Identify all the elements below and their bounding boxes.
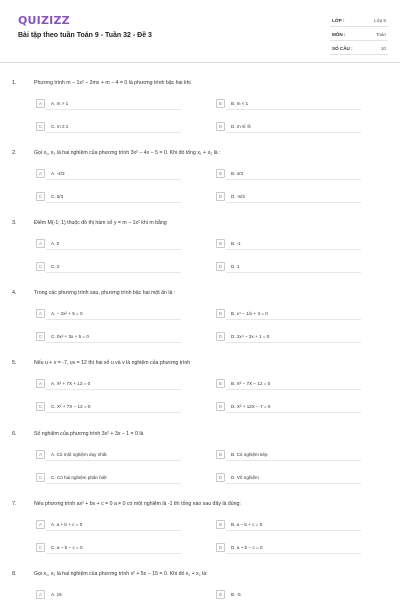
option-letter-box: D (216, 192, 225, 201)
option-text: C. 2 (51, 263, 60, 269)
option-text: B. x⁴ − 1/x + 3 = 0 (231, 310, 268, 316)
option-c[interactable] (36, 332, 181, 342)
question-number: 1. (12, 80, 17, 86)
option-a[interactable] (36, 99, 181, 109)
option-letter-box: B (216, 99, 225, 108)
option-d[interactable] (216, 262, 361, 272)
option-text: A. 0 (51, 240, 60, 246)
option-letter-box: B (216, 450, 225, 459)
question-number: 4. (12, 290, 17, 296)
option-text: D. -5/3 (231, 193, 245, 199)
option-c[interactable] (36, 473, 181, 483)
answer-line (226, 342, 361, 343)
question-text: Điểm M(-1; 1) thuộc đồ thị hàm số y = m − 1x² khi m bằng (34, 220, 167, 226)
answer-line (46, 412, 181, 413)
answer-line (46, 553, 181, 554)
option-a[interactable] (36, 590, 181, 600)
option-text: C. 5/3 (51, 193, 64, 199)
option-b[interactable] (216, 590, 361, 600)
question-text: Nếu u + v = -7, uv = 12 thì hai số u và v là nghiệm của phương trình (34, 360, 191, 366)
option-letter-box: A (36, 379, 45, 388)
question-text: Gọi x₁, x₂ là hai nghiệm của phương trình x² + 5x − 15 = 0. Khi đó x₁ + x₂ là: (34, 571, 208, 577)
option-letter-box: C (36, 543, 45, 552)
option-letter-box: B (216, 309, 225, 318)
answer-line (46, 109, 181, 110)
option-text: A. − 2x² + 5 = 0 (51, 310, 83, 316)
option-letter-box: A (36, 590, 45, 599)
option-d[interactable] (216, 192, 361, 202)
option-letter-box: C (36, 332, 45, 341)
answer-line (226, 460, 361, 461)
option-d[interactable] (216, 332, 361, 342)
option-text: A. m > 1 (51, 100, 69, 106)
answer-line (226, 109, 361, 110)
option-text: D. m ∈ ℝ (231, 123, 251, 129)
option-letter-box: D (216, 332, 225, 341)
worksheet-title: Bài tập theo tuần Toán 9 - Tuần 32 - Đề 3 (18, 32, 152, 39)
option-d[interactable] (216, 473, 361, 483)
answer-line (46, 179, 181, 180)
option-a[interactable] (36, 309, 181, 319)
option-text: B. m < 1 (231, 100, 249, 106)
question-number: 8. (12, 571, 17, 577)
option-a[interactable] (36, 520, 181, 530)
option-a[interactable] (36, 450, 181, 460)
question-number: 2. (12, 150, 17, 156)
answer-line (46, 460, 181, 461)
meta-label: MÔN : (332, 32, 346, 37)
meta-row-subject (330, 27, 388, 41)
option-a[interactable] (36, 169, 181, 179)
option-letter-box: D (216, 473, 225, 482)
option-letter-box: D (216, 262, 225, 271)
answer-line (46, 342, 181, 343)
option-text: B. 4/3 (231, 170, 244, 176)
question-text: Phương trình m − 1x² − 2mx + m − 4 = 0 là phương trình bậc hai khi (34, 80, 191, 86)
answer-line (226, 412, 361, 413)
option-b[interactable] (216, 169, 361, 179)
meta-value: 10 (380, 46, 386, 51)
option-c[interactable] (36, 402, 181, 412)
option-b[interactable] (216, 309, 361, 319)
option-b[interactable] (216, 99, 361, 109)
option-text: B. -1 (231, 240, 241, 246)
option-d[interactable] (216, 122, 361, 132)
option-b[interactable] (216, 450, 361, 460)
option-c[interactable] (36, 192, 181, 202)
option-a[interactable] (36, 379, 181, 389)
question-text: Số nghiệm của phương trình 3x² + 3x − 1 = 0 là (34, 431, 144, 437)
option-letter-box: A (36, 520, 45, 529)
option-text: A. a + b + c = 0 (51, 521, 83, 527)
answer-line (226, 179, 361, 180)
option-letter-box: D (216, 543, 225, 552)
answer-line (226, 272, 361, 273)
option-text: A. Có một nghiệm duy nhất (51, 451, 107, 457)
option-letter-box: B (216, 590, 225, 599)
answer-line (46, 202, 181, 203)
option-letter-box: A (36, 169, 45, 178)
answer-line (226, 483, 361, 484)
option-b[interactable] (216, 520, 361, 530)
option-a[interactable] (36, 239, 181, 249)
option-text: A. -4/3 (51, 170, 65, 176)
option-letter-box: A (36, 450, 45, 459)
answer-line (226, 553, 361, 554)
option-b[interactable] (216, 379, 361, 389)
worksheet-header (0, 0, 400, 60)
option-text: C. 0x² + 3x + 5 = 0 (51, 333, 89, 339)
option-text: C. a − b − c = 0 (51, 544, 83, 550)
answer-line (46, 389, 181, 390)
question-number: 6. (12, 431, 17, 437)
option-letter-box: B (216, 239, 225, 248)
option-letter-box: A (36, 309, 45, 318)
answer-line (226, 389, 361, 390)
question-text: Nếu phương trình ax² + bx + c = 0 a ≠ 0 có một nghiệm là -1 thì tổng nào sau đây là đúng: (34, 501, 241, 507)
option-letter-box: D (216, 402, 225, 411)
option-text: B. a − b + c = 0 (231, 521, 263, 527)
option-c[interactable] (36, 122, 181, 132)
answer-line (226, 249, 361, 250)
option-d[interactable] (216, 402, 361, 412)
option-b[interactable] (216, 239, 361, 249)
option-text: B. -5 (231, 591, 241, 597)
worksheet-meta-table (330, 13, 388, 55)
answer-line (46, 530, 181, 531)
answer-line (46, 132, 181, 133)
option-letter-box: B (216, 169, 225, 178)
option-letter-box: C (36, 192, 45, 201)
option-letter-box: B (216, 379, 225, 388)
option-text: C. X² + 7X − 12 = 0 (51, 403, 91, 409)
option-text: A. 15 (51, 591, 62, 597)
option-letter-box: D (216, 122, 225, 131)
quizizz-logo: QUIZIZZ (18, 14, 70, 27)
option-text: C. m ≠ 1 (51, 123, 69, 129)
option-letter-box: B (216, 520, 225, 529)
option-text: D. 2x⁴ − 3x + 1 = 0 (231, 333, 270, 339)
question-number: 3. (12, 220, 17, 226)
option-letter-box: A (36, 239, 45, 248)
option-letter-box: A (36, 99, 45, 108)
meta-row-class (330, 13, 388, 27)
question-text: Gọi x₁, x₂ là hai nghiệm của phương trình 3x² − 4x − 5 = 0. Khi đó tổng x₁ + x₂ là : (34, 150, 221, 156)
answer-line (226, 530, 361, 531)
answer-line (46, 483, 181, 484)
option-text: D. X² + 12X − 7 = 0 (231, 403, 271, 409)
option-text: B. X² − 7X − 12 = 0 (231, 380, 271, 386)
option-text: C. Có hai nghiệm phân biệt (51, 474, 107, 480)
option-text: D. 1 (231, 263, 240, 269)
meta-label: SỐ CÂU : (332, 46, 353, 51)
option-letter-box: C (36, 262, 45, 271)
option-c[interactable] (36, 543, 181, 553)
option-text: A. X² + 7X + 12 = 0 (51, 380, 91, 386)
option-text: D. a + b − c = 0 (231, 544, 263, 550)
question-number: 7. (12, 501, 17, 507)
option-c[interactable] (36, 262, 181, 272)
answer-line (46, 319, 181, 320)
answer-line (226, 202, 361, 203)
meta-row-question-count (330, 41, 388, 55)
question-text: Trong các phương trình sau, phương trình bậc hai một ẩn là : (34, 290, 176, 296)
answer-line (226, 319, 361, 320)
meta-label: LỚP : (332, 18, 345, 23)
option-text: D. Vô nghiệm (231, 474, 259, 480)
meta-value: Toán (376, 32, 386, 37)
option-d[interactable] (216, 543, 361, 553)
answer-line (46, 249, 181, 250)
answer-line (226, 132, 361, 133)
question-number: 5. (12, 360, 17, 366)
header-divider (0, 62, 400, 63)
option-letter-box: C (36, 402, 45, 411)
meta-value: Lớp 9 (374, 18, 386, 23)
option-letter-box: C (36, 473, 45, 482)
option-text: B. Có nghiệm kép (231, 451, 268, 457)
option-letter-box: C (36, 122, 45, 131)
answer-line (46, 272, 181, 273)
